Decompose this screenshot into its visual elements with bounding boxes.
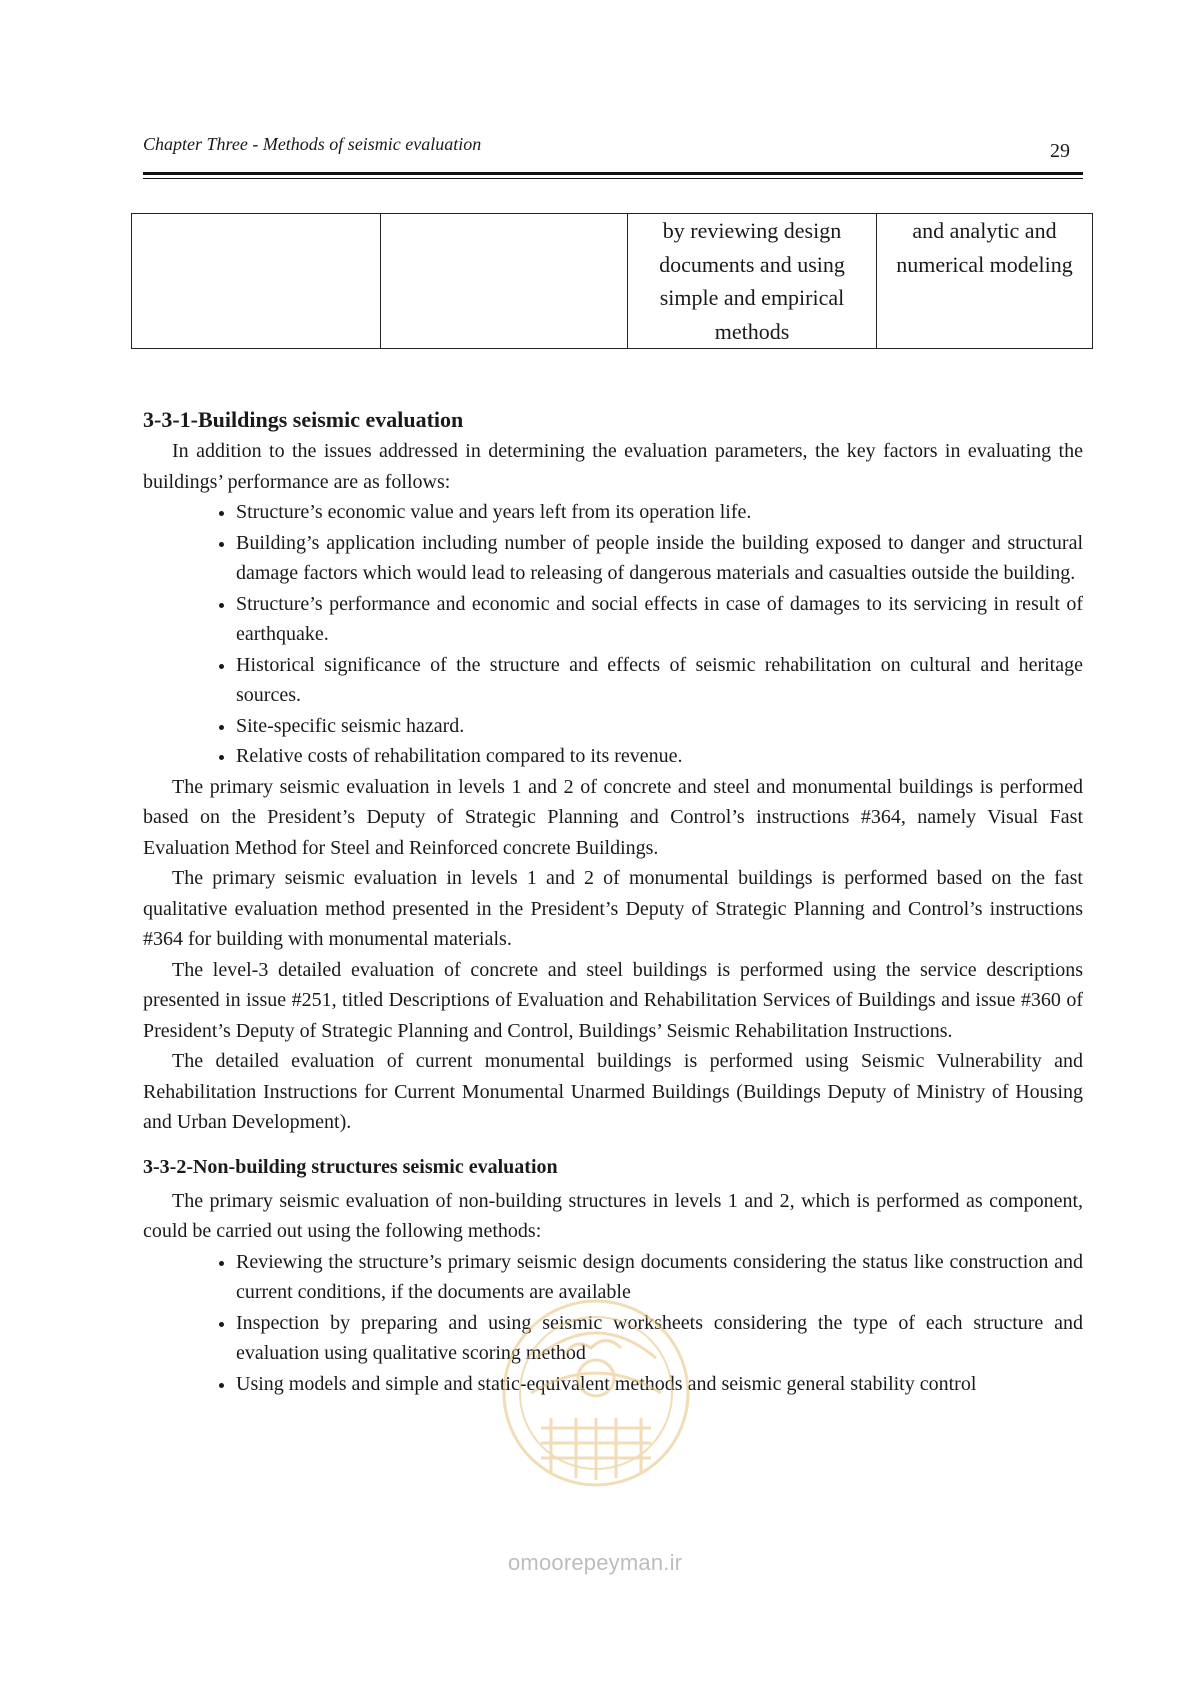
paragraph: The primary seismic evaluation in levels 1 and 2 of concrete and steel and monumental buildings is performed based on the President’s Deputy of Strategic Planning and Control’s instructions #364, namely Visual Fast Evaluation Method for Steel and Reinforced concrete Buildings. <box>143 775 1083 859</box>
table-cell <box>132 214 381 349</box>
page-number: 29 <box>1050 140 1070 162</box>
paragraph: The primary seismic evaluation in levels 1 and 2 of monumental buildings is performed based on the fast qualitative evaluation method presented in the President’s Deputy of Strategic Planning and Control’s instructions #364 for building with monumental materials. <box>143 867 1083 950</box>
paragraph: The detailed evaluation of current monumental buildings is performed using Seismic Vulnerability and Rehabilitation Instructions for Current Monumental Unarmed Buildings (Buildings Deputy of Ministry of Housing and Urban Development). <box>143 1050 1083 1133</box>
watermark-text: omoorepeyman.ir <box>508 1550 683 1575</box>
list-item: • Reviewing the structure’s primary seismic design documents considering the status like construction and current conditions, if the documents are available <box>236 1247 1083 1308</box>
list-item: • Building’s application including number of people inside the building exposed to danger and structural damage factors which would lead to releasing of dangerous materials and casualties outside the building. <box>236 528 1083 589</box>
paragraph: The primary seismic evaluation of non-building structures in levels 1 and 2, which is performed as component, could be carried out using the following methods: <box>143 1189 1083 1242</box>
table-cell: and analytic and numerical modeling <box>877 214 1093 349</box>
list-item: • Site-specific seismic hazard. <box>236 711 1083 742</box>
list-item: • Relative costs of rehabilitation compared to its revenue. <box>236 741 1083 772</box>
paragraph: In addition to the issues addressed in determining the evaluation parameters, the key factors in evaluating the buildings’ performance are as follows: <box>143 440 1083 493</box>
bullet-list <box>143 497 1083 772</box>
section-heading-non-building: 3-3-2-Non-building structures seismic evaluation <box>143 1155 558 1178</box>
table-cell <box>381 214 628 349</box>
continued-table <box>131 213 1093 349</box>
section-heading-buildings: 3-3-1-Buildings seismic evaluation <box>143 407 464 432</box>
list-item: • Structure’s economic value and years left from its operation life. <box>236 497 1083 528</box>
table-cell: by reviewing design documents and using simple and empirical methods <box>628 214 877 349</box>
body-text <box>143 405 1083 1399</box>
seal-logo-icon <box>496 1298 696 1558</box>
list-item: • Historical significance of the structure and effects of seismic rehabilitation on cultural and heritage sources. <box>236 650 1083 711</box>
list-item: • Structure’s performance and economic and social effects in case of damages to its servicing in result of earthquake. <box>236 589 1083 650</box>
running-head: Chapter Three - Methods of seismic evaluation <box>143 134 482 154</box>
list-item: • Inspection by preparing and using seismic worksheets considering the type of each structure and evaluation using qualitative scoring method <box>236 1308 1083 1369</box>
header-rule-thick <box>143 172 1083 175</box>
header-rule-thin <box>143 178 1083 179</box>
table-row <box>132 214 1093 349</box>
list-item: • Using models and simple and static-equivalent methods and seismic general stability control <box>236 1369 1083 1400</box>
paragraph: The level-3 detailed evaluation of concrete and steel buildings is performed using the service descriptions presented in issue #251, titled Descriptions of Evaluation and Rehabilitation Services of Buildings and issue #360 of President’s Deputy of Strategic Planning and Control, Buildings’ Seismic Rehabilitation Instructions. <box>143 958 1083 1042</box>
